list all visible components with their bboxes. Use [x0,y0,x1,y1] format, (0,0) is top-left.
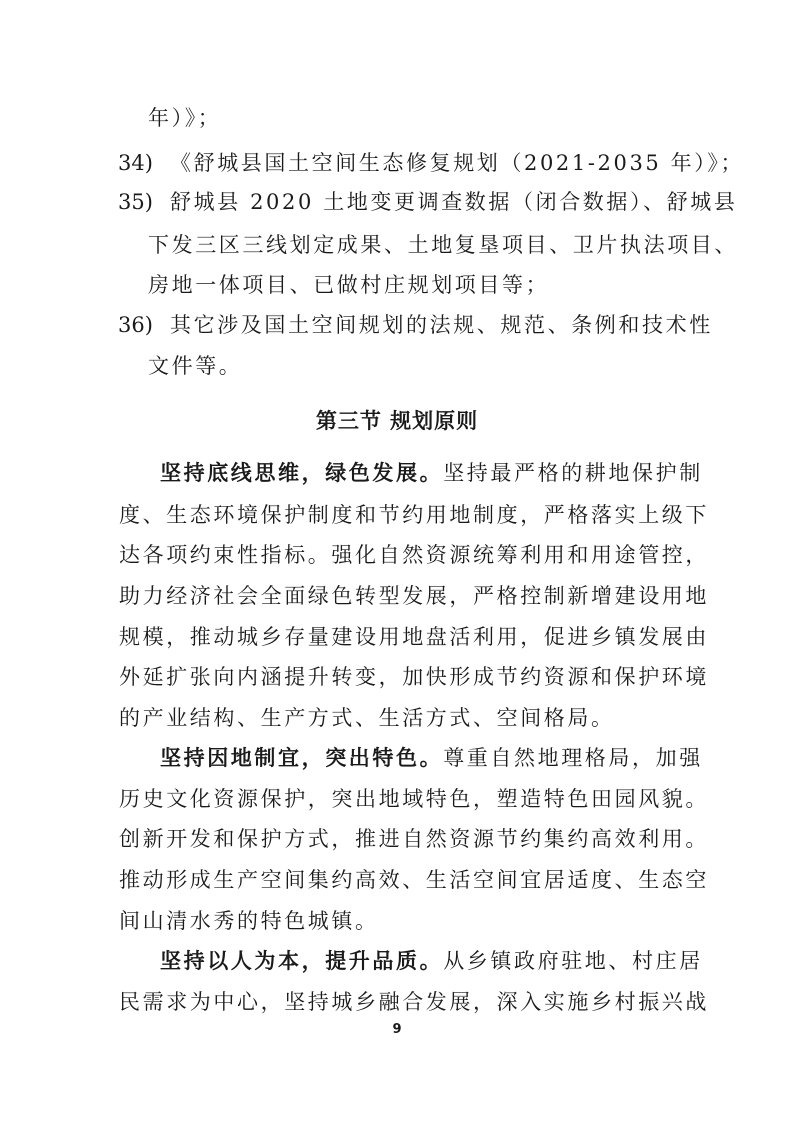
principle-1-line1 [160,458,703,488]
paragraph-line: 外延扩张向内涵提升转变，加快形成节约资源和保护环境 [119,665,709,689]
list-item-35-line3: 房地一体项目、已做村庄规划项目等； [148,273,550,297]
section-heading: 第三节 规划原则 [315,409,479,433]
list-item-36-line2: 文件等。 [148,354,243,378]
list-text: 舒城县 2020 土地变更调查数据（闭合数据）、舒城县 [170,190,738,214]
paragraph-line: 民需求为中心，坚持城乡融合发展，深入实施乡村振兴战 [119,990,709,1014]
paragraph-line: 历史文化资源保护，突出地域特色，塑造特色田园风貌。 [119,787,709,811]
list-item-35-line2: 下发三区三线划定成果、土地复垦项目、卫片执法项目、 [148,233,738,257]
paragraph-line: 助力经济社会全面绿色转型发展，严格控制新增建设用地 [119,584,709,608]
principle-2-lead: 坚持因地制宜，突出特色。 [160,746,444,770]
list-number: 34) [118,151,153,175]
principle-3-line1 [160,946,703,976]
principle-2-line1 [160,743,703,773]
list-item-34 [118,148,744,178]
list-number: 35) [118,190,153,214]
principle-2-text: 尊重自然地理格局，加强 [443,746,703,770]
paragraph-line: 的产业结构、生产方式、生活方式、空间格局。 [119,706,615,730]
list-item-35 [118,187,738,217]
list-text: 《舒城县国土空间生态修复规划（2021-2035 年）》； [170,151,745,175]
page-number: 9 [392,1022,402,1037]
principle-3-lead: 坚持以人为本，提升品质。 [160,949,444,973]
paragraph-line: 间山清水秀的特色城镇。 [119,909,379,933]
principle-1-text: 坚持最严格的耕地保护制 [443,461,703,485]
paragraph-line: 规模，推动城乡存量建设用地盘活利用，促进乡镇发展由 [119,625,709,649]
principle-1-lead: 坚持底线思维，绿色发展。 [160,461,444,485]
list-item-36 [118,310,713,340]
principle-3-text: 从乡镇政府驻地、村庄居 [443,949,703,973]
paragraph-line: 创新开发和保护方式，推进自然资源节约集约高效利用。 [119,827,709,851]
paragraph-line: 度、生态环境保护制度和节约用地制度，严格落实上级下 [119,503,709,527]
paragraph-line: 推动形成生产空间集约高效、生活空间宜居适度、生态空 [119,868,709,892]
list-number: 36) [118,313,153,337]
list-item-continuation: 年）》； [148,106,222,130]
list-text: 其它涉及国土空间规划的法规、规范、条例和技术性 [170,313,713,337]
paragraph-line: 达各项约束性指标。强化自然资源统筹利用和用途管控， [119,543,709,567]
